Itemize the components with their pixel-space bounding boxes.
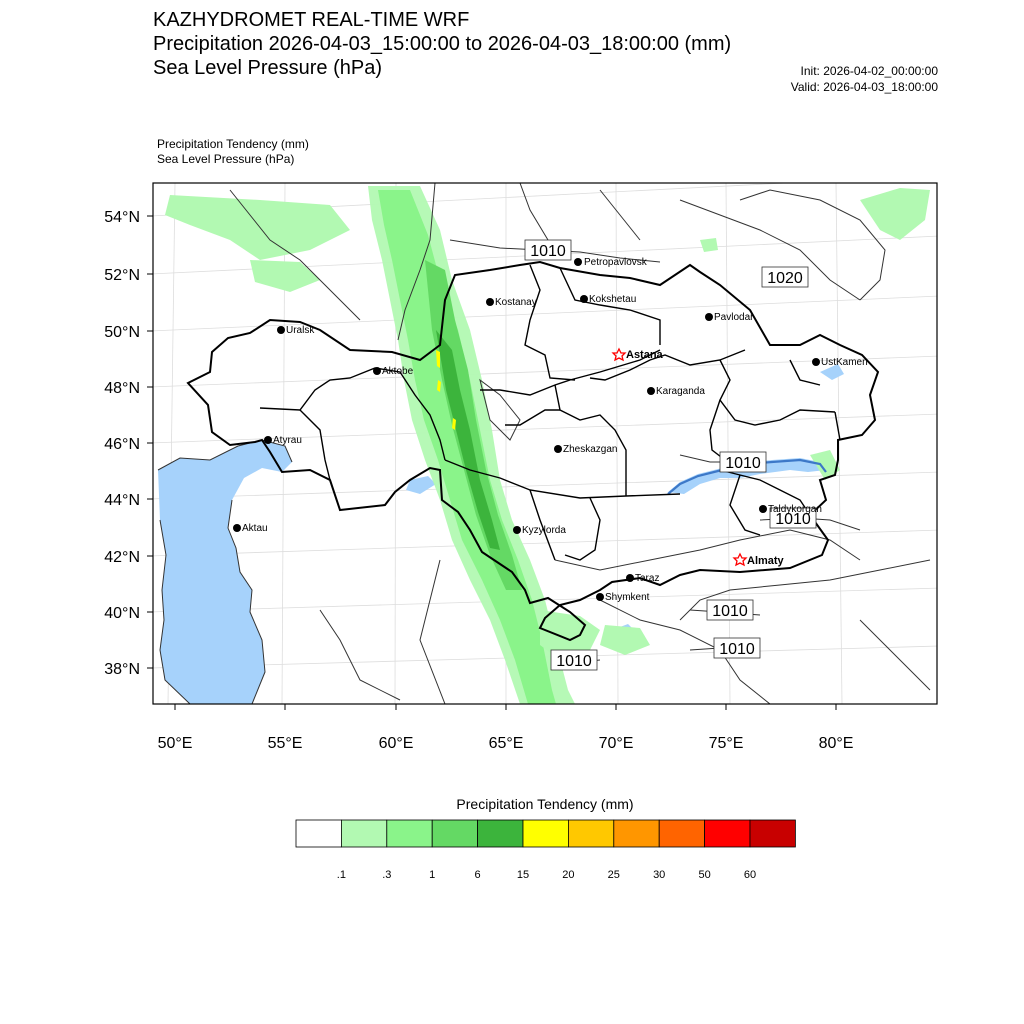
lat-labels: [104, 209, 140, 678]
lat-label: 40°N: [104, 605, 140, 622]
svg-text:Taldykorgan: Taldykorgan: [768, 504, 822, 515]
colorbar-swatch: [387, 820, 432, 847]
city-karaganda: [647, 386, 705, 397]
colorbar-swatch: [523, 820, 568, 847]
field-label-precip: Precipitation Tendency (mm): [157, 137, 309, 151]
city-astana: [613, 349, 664, 361]
oblast-borders: [260, 265, 840, 560]
city-petropavlovsk: [574, 257, 648, 268]
lon-label: 75°E: [708, 735, 744, 752]
colorbar-tick-label: 30: [653, 869, 666, 881]
field-label-slp: Sea Level Pressure (hPa): [157, 152, 295, 166]
colorbar-swatch: [705, 820, 750, 847]
svg-text:Uralsk: Uralsk: [286, 325, 315, 336]
colorbar-swatch: [568, 820, 613, 847]
svg-text:Shymkent: Shymkent: [605, 592, 650, 603]
svg-text:Aktau: Aktau: [242, 523, 268, 534]
colorbar-tick-label: .3: [382, 869, 392, 881]
isobar-label: 1010: [530, 243, 566, 260]
lon-label: 60°E: [378, 735, 414, 752]
colorbar-tick-label: 1: [429, 869, 436, 881]
lon-label: 50°E: [157, 735, 193, 752]
valid-time: Valid: 2026-04-03_18:00:00: [790, 80, 938, 94]
lon-label: 70°E: [598, 735, 634, 752]
colorbar: [296, 820, 795, 847]
isobar-label: 1010: [725, 455, 761, 472]
isobar-label: 1010: [719, 641, 755, 658]
svg-text:UstKamen: UstKamen: [821, 357, 868, 368]
lat-label: 42°N: [104, 549, 140, 566]
isobar-label: 1010: [556, 653, 592, 670]
chart-title: KAZHYDROMET REAL-TIME WRF: [153, 9, 470, 31]
lat-label: 50°N: [104, 324, 140, 341]
colorbar-title: Precipitation Tendency (mm): [456, 796, 634, 812]
lon-label: 80°E: [818, 735, 854, 752]
isobar-labels: [525, 240, 816, 670]
colorbar-tick-label: 25: [607, 869, 620, 881]
svg-text:Kostanay: Kostanay: [495, 297, 537, 308]
isobar-label: 1010: [712, 603, 748, 620]
svg-text:Aktobe: Aktobe: [382, 366, 414, 377]
colorbar-tick-label: .1: [336, 869, 346, 881]
svg-text:Pavlodar: Pavlodar: [714, 312, 754, 323]
city-uralsk: [277, 325, 315, 336]
svg-text:Almaty: Almaty: [747, 555, 784, 567]
lat-label: 54°N: [104, 209, 140, 226]
colorbar-swatch: [750, 820, 795, 847]
colorbar-swatch: [659, 820, 704, 847]
city-aktau: [233, 523, 268, 534]
init-time: Init: 2026-04-02_00:00:00: [800, 64, 938, 78]
precip-period-title: Precipitation 2026-04-03_15:00:00 to 2026-04-03_18:00:00 (mm): [153, 33, 732, 55]
city-shymkent: [596, 592, 650, 603]
colorbar-swatch: [614, 820, 659, 847]
lon-label: 55°E: [267, 735, 303, 752]
city-aktobe: [373, 366, 414, 377]
capital-star-icon: [613, 349, 625, 360]
svg-text:Karaganda: Karaganda: [656, 386, 705, 397]
svg-text:Taraz: Taraz: [635, 573, 660, 584]
colorbar-tick-label: 15: [516, 869, 530, 881]
city-taraz: [626, 573, 659, 584]
city-kostanay: [486, 297, 537, 308]
city-ustkamen: [812, 357, 868, 368]
city-almaty: [734, 554, 785, 567]
colorbar-tick-label: 6: [474, 869, 481, 881]
colorbar-tick-label: 50: [698, 869, 711, 881]
svg-text:Kyzylorda: Kyzylorda: [522, 525, 566, 536]
colorbar-swatch: [432, 820, 477, 847]
lat-label: 44°N: [104, 492, 140, 509]
city-markers: [233, 257, 868, 603]
svg-text:Zheskazgan: Zheskazgan: [563, 444, 618, 455]
svg-text:Astana: Astana: [626, 349, 663, 361]
colorbar-tick-label: 20: [562, 869, 575, 881]
lat-label: 46°N: [104, 436, 140, 453]
city-kyzylorda: [513, 525, 566, 536]
colorbar-swatch: [341, 820, 386, 847]
colorbar-swatch: [296, 820, 341, 847]
lat-label: 48°N: [104, 380, 140, 397]
city-zheskazgan: [554, 444, 617, 455]
city-kokshetau: [580, 294, 636, 305]
slp-title: Sea Level Pressure (hPa): [153, 57, 383, 79]
colorbar-ticks: [337, 869, 756, 881]
isobar-label: 1020: [767, 270, 803, 287]
city-pavlodar: [705, 312, 754, 323]
capital-star-icon: [734, 554, 746, 565]
lat-label: 38°N: [104, 661, 140, 678]
colorbar-tick-label: 60: [743, 869, 757, 881]
isobar-label: 1010: [775, 511, 811, 528]
svg-text:Atyrau: Atyrau: [273, 435, 302, 446]
city-taldykorgan: [759, 504, 822, 515]
colorbar-swatch: [478, 820, 523, 847]
svg-text:Kokshetau: Kokshetau: [589, 294, 637, 305]
lon-label: 65°E: [488, 735, 524, 752]
lat-label: 52°N: [104, 267, 140, 284]
svg-text:Petropavlovsk: Petropavlovsk: [584, 257, 647, 268]
lon-labels: [158, 735, 854, 752]
